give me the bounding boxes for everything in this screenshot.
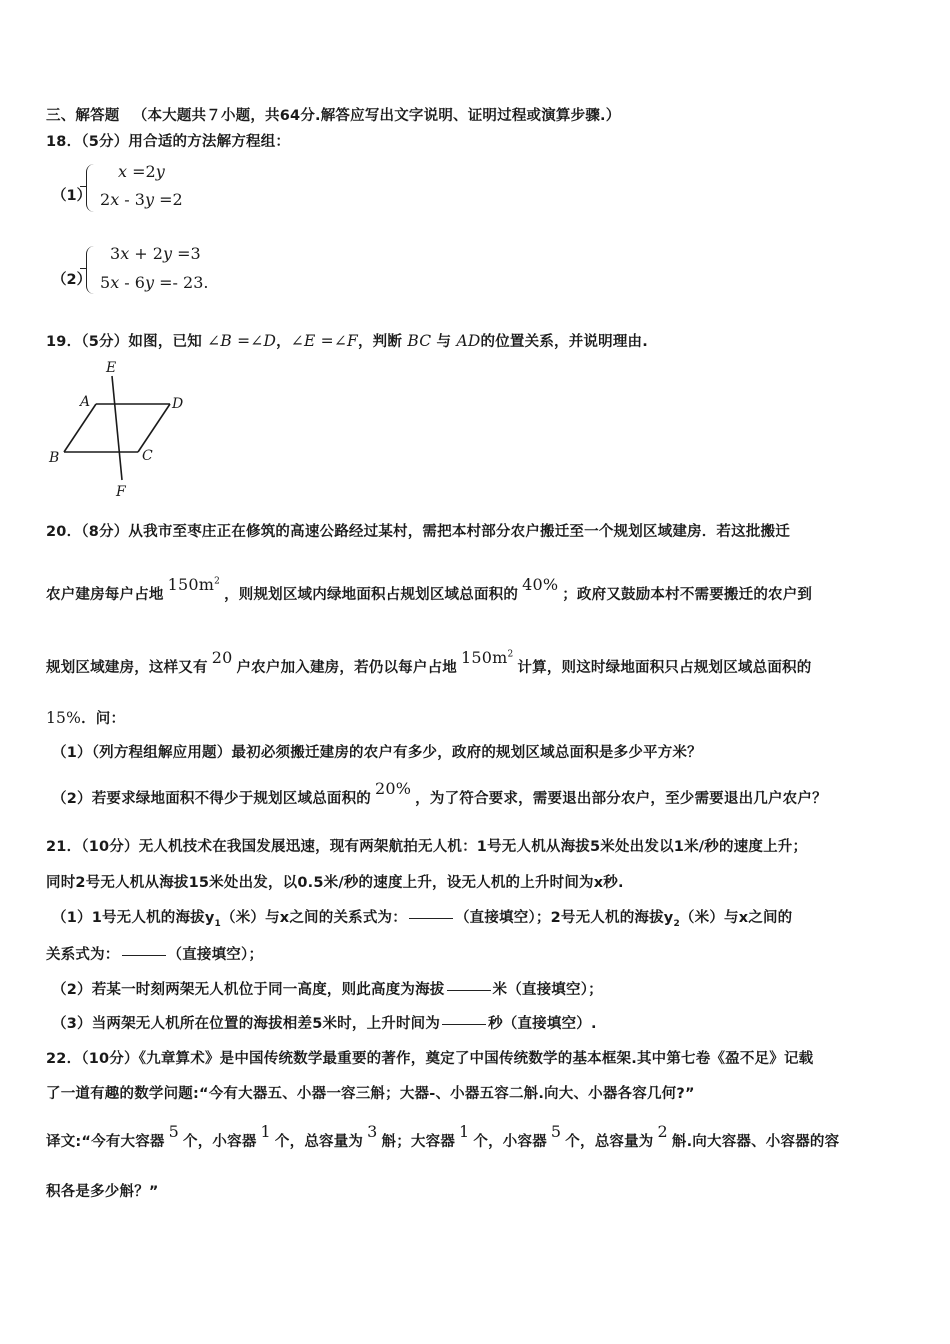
answer-blank[interactable] [447,990,491,991]
segment-ad: AD [456,332,481,350]
q20-line-3: 规划区域建房，这样又有20户农户加入建房，若仍以每户占地$150m^2$计算，则这时绿地面积只占规划区域总面积的 [46,648,812,676]
percent-20: 20% [375,779,412,798]
label-d: D [172,396,184,412]
q22-line-2: 了一道有趣的数学问题:“今有大器五、小器一容三斛；大器-、小器五容二斛.向大、小器各容几何?” [46,1086,695,1102]
label-f: F [116,484,126,500]
q18-system-2 [52,244,292,298]
q21-line-2: 同时2号无人机从海拔15米处出发，以0.5米/秒的速度上升，设无人机的上升时间为x秒. [46,875,624,891]
q18-p2-eq2: 5x - 6y =- 23. [100,273,209,292]
percent-40: 40% [522,575,559,594]
label-c: C [142,448,153,464]
area-value-2: $150m^2$ [460,648,514,667]
q18-heading: 18．（5分）用合适的方法解方程组： [46,134,291,150]
area-value: $150m^2$ [167,575,221,594]
q20-sub-2: （2）若要求绿地面积不得少于规划区域总面积的20%，为了符合要求，需要退出部分农户，至少需要退出几户农户？ [52,779,827,807]
label-b: B [49,450,60,466]
households-20: 20 [211,648,233,667]
q22-line-3: 译文:“今有大容器5个，小容器1个，总容量为3斛；大容器1个，小容器5个，总容量为2斛.向大容器、小容器的容 [46,1122,840,1150]
q18-p1-eq2: 2x - 3y =2 [100,190,183,209]
line-ef [112,376,122,480]
condition-angles-ef: ∠E =∠F [290,332,358,350]
percent-15: 15% [46,709,82,727]
q18-system-1 [52,162,252,216]
q19-text: 19．（5分）如图，已知 ∠B =∠D，∠E =∠F，判断 BC 与 AD的位置关系，并说明理由. [46,332,648,350]
q20-sub-1: （1）（列方程组解应用题）最初必须搬迁建房的农户有多少，政府的规划区域总面积是多少平方米？ [52,745,702,761]
answer-blank[interactable] [122,955,166,956]
num-1b: 1 [459,1122,470,1141]
section-title: 三、解答题 [46,108,120,124]
section-heading [46,104,620,125]
q21-sub-2: （2）若某一时刻两架无人机位于同一高度，则此高度为海拔 米（直接填空）； [52,982,603,998]
answer-blank[interactable] [409,918,453,919]
q18-p2-eq1: 3x + 2y =3 [110,244,201,263]
num-5b: 5 [550,1122,562,1141]
q18-part1-label: （1） [52,188,92,204]
num-1: 1 [260,1122,271,1141]
num-5: 5 [168,1122,180,1141]
q21-sub-3: （3）当两架无人机所在位置的海拔相差5米时，上升时间为 秒（直接填空）. [52,1016,597,1032]
q18-p1-eq1: x =2y [118,162,165,181]
line-ab [64,404,96,452]
num-3: 3 [367,1122,378,1141]
q20-line-1: 20．（8分）从我市至枣庄正在修筑的高速公路经过某村，需把本村部分农户搬迁至一个规划区域建房．若这批搬迁 [46,524,790,540]
section-note: （本大题共７小题，共64分.解答应写出文字说明、证明过程或演算步骤.） [132,108,621,124]
q20-line-2: 农户建房每户占地$150m^2$，则规划区域内绿地面积占规划区域总面积的40%；政府又鼓励本村不需要搬迁的农户到 [46,575,813,603]
line-dc [138,404,170,452]
q22-line-4: 积各是多少斛？” [46,1184,159,1200]
condition-angles-bd: ∠B =∠D [207,332,277,350]
num-2: 2 [657,1122,668,1141]
left-brace-icon [86,164,95,212]
q18-part2-label: （2） [52,272,92,288]
geometry-figure [46,356,196,501]
answer-blank[interactable] [442,1024,486,1025]
segment-bc: BC [407,332,432,350]
q21-line-1: 21．（10分）无人机技术在我国发展迅速，现有两架航拍无人机：1号无人机从海拔5米处出发以1米/秒的速度上升； [46,839,808,855]
label-a: A [80,394,91,410]
q21-sub-1: （1）1号无人机的海拔$y_1$（米）与x之间的关系式为： （直接填空）；2号无人机的海拔$y_2$（米）与x之间的 [52,910,793,929]
q21-sub-1-cont: 关系式为： （直接填空）； [46,947,264,963]
q20-line-4: 15%．问： [46,709,126,727]
q22-line-1: 22．（10分）《九章算术》是中国传统数学最重要的著作，奠定了中国传统数学的基本框架.其中第七卷《盈不足》记载 [46,1051,814,1067]
left-brace-icon [86,246,95,294]
label-e: E [106,360,117,376]
